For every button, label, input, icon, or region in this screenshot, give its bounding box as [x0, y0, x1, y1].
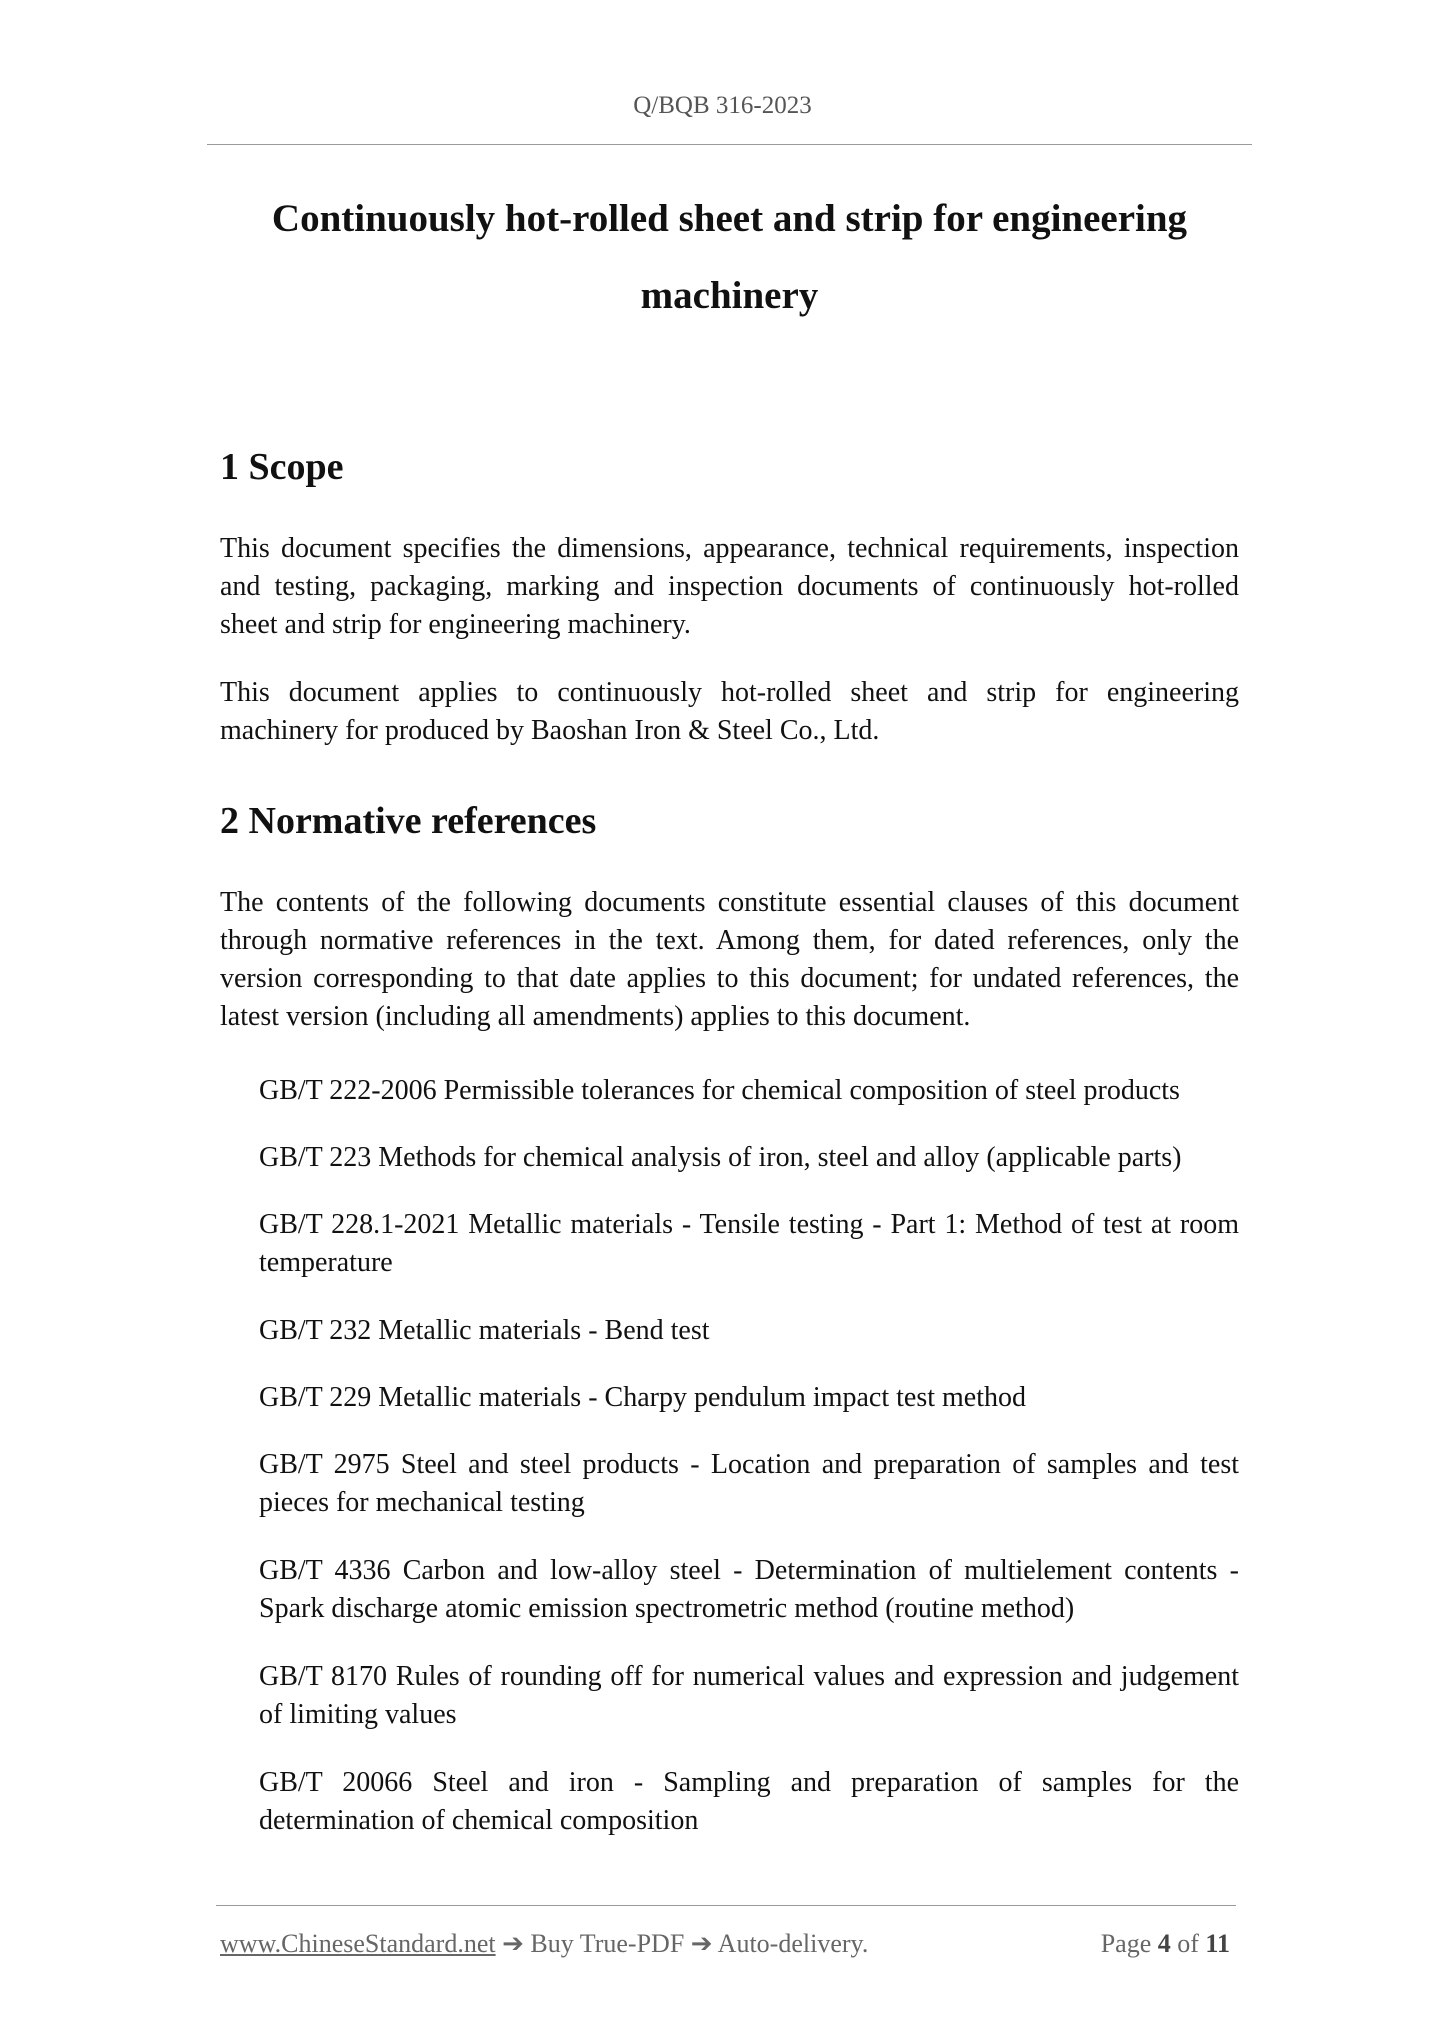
reference-item: GB/T 222-2006 Permissible tolerances for chemical composition of steel products	[259, 1075, 1180, 1106]
chinesestandard-link[interactable]: www.ChineseStandard.net	[220, 1929, 496, 1958]
footer-divider	[216, 1905, 1236, 1906]
document-title-line-2: machinery	[640, 274, 819, 317]
auto-delivery-text: Auto-delivery.	[717, 1929, 869, 1958]
reference-item: GB/T 2975 Steel and steel products - Location and preparation of samples and test pieces for mechanical testing	[259, 1449, 1239, 1518]
reference-item: GB/T 4336 Carbon and low-alloy steel - Determination of multielement contents - Spark discharge atomic emission spectrometric method (routine method)	[259, 1555, 1239, 1624]
reference-item: GB/T 20066 Steel and iron - Sampling and preparation of samples for the determination of chemical composition	[259, 1767, 1239, 1836]
section-heading-normative-references: 2 Normative references	[220, 800, 597, 842]
scope-paragraph-2: This document applies to continuously hot-rolled sheet and strip for engineering machinery for produced by Baoshan Iron & Steel Co., Ltd.	[220, 677, 1239, 746]
normative-references-paragraph: The contents of the following documents constitute essential clauses of this document through normative references in the text. Among them, for dated references, only the version corresponding to that date applies to this document; for undated references, the latest version (including all amendments) applies to this document.	[220, 887, 1239, 1032]
page-of-label: of	[1177, 1929, 1199, 1958]
document-title	[207, 180, 1252, 334]
document-title-line-1: Continuously hot-rolled sheet and strip for engineering	[271, 197, 1188, 240]
running-header: Q/BQB 316-2023	[633, 92, 812, 119]
reference-item: GB/T 228.1-2021 Metallic materials - Tensile testing - Part 1: Method of test at room temperature	[259, 1209, 1239, 1278]
reference-item: GB/T 8170 Rules of rounding off for numerical values and expression and judgement of limiting values	[259, 1661, 1239, 1730]
buy-true-pdf-text: Buy True-PDF	[530, 1929, 685, 1958]
page-label: Page	[1100, 1929, 1152, 1958]
footer-promo	[220, 1927, 868, 1961]
arrow-right-icon: ➔	[502, 1929, 524, 1958]
section-heading-scope: 1 Scope	[220, 446, 344, 488]
reference-item: GB/T 232 Metallic materials - Bend test	[259, 1315, 710, 1346]
arrow-right-icon: ➔	[690, 1929, 713, 1958]
scope-paragraph-1: This document specifies the dimensions, appearance, technical requirements, inspection and testing, packaging, marking and inspection documents of continuously hot-rolled sheet and strip for engineering machinery.	[220, 533, 1239, 640]
page-number	[1101, 1927, 1230, 1961]
reference-item: GB/T 229 Metallic materials - Charpy pendulum impact test method	[259, 1382, 1026, 1413]
page-total: 11	[1205, 1929, 1230, 1958]
header-divider	[207, 144, 1252, 145]
page-current: 4	[1157, 1929, 1171, 1958]
reference-item: GB/T 223 Methods for chemical analysis of iron, steel and alloy (applicable parts)	[259, 1142, 1182, 1173]
